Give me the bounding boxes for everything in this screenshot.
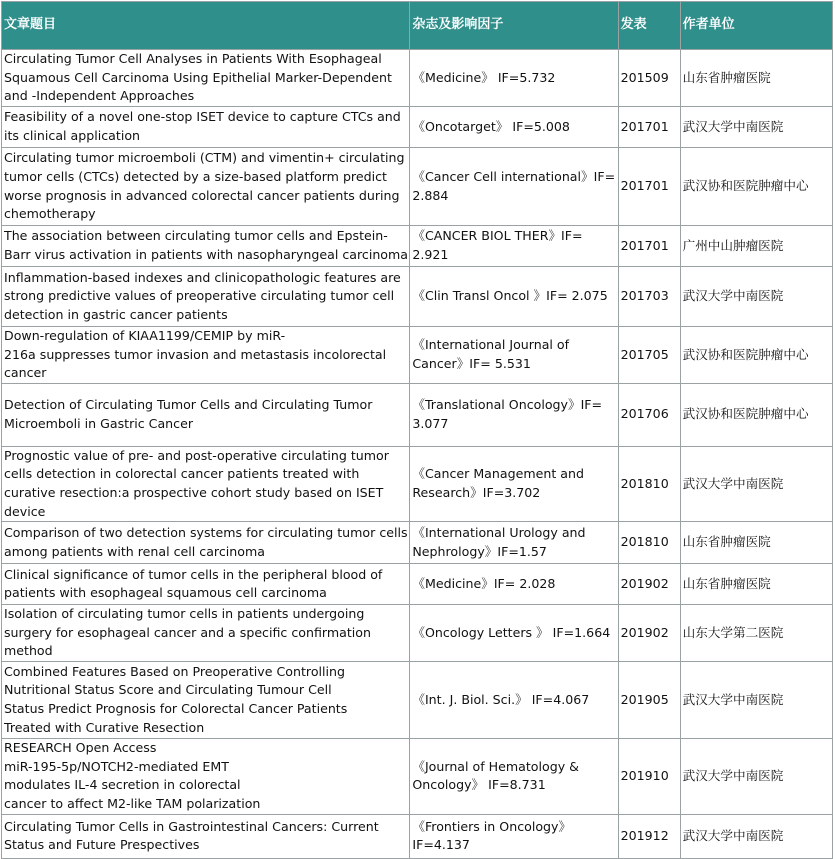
cell-journal: 《Clin Transl Oncol 》IF= 2.075	[410, 267, 618, 327]
cell-org: 武汉大学中南医院	[680, 267, 832, 327]
cell-date: 201705	[618, 327, 680, 384]
cell-org: 武汉协和医院肿瘤中心	[680, 327, 832, 384]
cell-journal: 《Oncotarget》 IF=5.008	[410, 107, 618, 148]
cell-org: 山东省肿瘤医院	[680, 564, 832, 605]
cell-org: 武汉协和医院肿瘤中心	[680, 148, 832, 226]
cell-org: 广州中山肿瘤医院	[680, 226, 832, 267]
table-row	[2, 148, 833, 226]
cell-journal: 《Translational Oncology》IF= 3.077	[410, 383, 618, 446]
table-row	[2, 327, 833, 384]
cell-title: Isolation of circulating tumor cells in patients undergoing surgery for esophageal cancer and a specific confirmation method	[2, 605, 410, 662]
cell-date: 201701	[618, 107, 680, 148]
table-row	[2, 267, 833, 327]
cell-title: Comparison of two detection systems for circulating tumor cells among patients with renal cell carcinoma	[2, 522, 410, 564]
cell-org: 武汉大学中南医院	[680, 446, 832, 521]
cell-org: 武汉大学中南医院	[680, 661, 832, 738]
cell-org: 武汉大学中南医院	[680, 814, 832, 858]
cell-journal: 《Journal of Hematology & Oncology》 IF=8.731	[410, 738, 618, 814]
cell-title: Combined Features Based on Preoperative Controlling Nutritional Status Score and Circulating Tumour Cell Status Predict Prognosis for Colorectal Cancer Patients Treated with Curative Resection	[2, 661, 410, 738]
cell-journal: 《CANCER BIOL THER》IF= 2.921	[410, 226, 618, 267]
table-row	[2, 446, 833, 521]
table-row	[2, 605, 833, 662]
table-row	[2, 226, 833, 267]
cell-org: 武汉大学中南医院	[680, 107, 832, 148]
cell-title: The association between circulating tumor cells and Epstein-Barr virus activation in patients with nasopharyngeal carcinoma	[2, 226, 410, 267]
cell-journal: 《Cancer Management and Research》IF=3.702	[410, 446, 618, 521]
cell-journal: 《Medicine》IF= 2.028	[410, 564, 618, 605]
cell-journal: 《International Urology and Nephrology》IF=1.57	[410, 522, 618, 564]
cell-title: Detection of Circulating Tumor Cells and Circulating Tumor Microemboli in Gastric Cancer	[2, 383, 410, 446]
cell-date: 201810	[618, 522, 680, 564]
header-row	[2, 2, 833, 50]
header-journal: 杂志及影响因子	[410, 2, 618, 50]
cell-date: 201701	[618, 148, 680, 226]
cell-date: 201509	[618, 50, 680, 107]
table-row	[2, 814, 833, 858]
cell-title: Circulating Tumor Cell Analyses in Patients With Esophageal Squamous Cell Carcinoma Using Epithelial Marker-Dependent and -Independent Approaches	[2, 50, 410, 107]
cell-date: 201905	[618, 661, 680, 738]
cell-title: Prognostic value of pre- and post-operative circulating tumor cells detection in colorectal cancer patients treated with curative resection:a prospective cohort study based on ISET device	[2, 446, 410, 521]
cell-journal: 《Int. J. Biol. Sci.》 IF=4.067	[410, 661, 618, 738]
cell-org: 武汉协和医院肿瘤中心	[680, 383, 832, 446]
publications-table	[1, 1, 833, 859]
cell-title: Down-regulation of KIAA1199/CEMIP by miR- 216a suppresses tumor invasion and metastasis incolorectal cancer	[2, 327, 410, 384]
cell-org: 山东省肿瘤医院	[680, 522, 832, 564]
cell-org: 山东省肿瘤医院	[680, 50, 832, 107]
cell-date: 201910	[618, 738, 680, 814]
cell-date: 201902	[618, 605, 680, 662]
cell-date: 201701	[618, 226, 680, 267]
table-row	[2, 50, 833, 107]
header-org: 作者单位	[680, 2, 832, 50]
cell-journal: 《Frontiers in Oncology》 IF=4.137	[410, 814, 618, 858]
table-row	[2, 564, 833, 605]
cell-title: Circulating tumor microemboli (CTM) and vimentin+ circulating tumor cells (CTCs) detected by a size-based platform predict worse prognosis in advanced colorectal cancer patients during chemotherapy	[2, 148, 410, 226]
cell-date: 201902	[618, 564, 680, 605]
cell-title: RESEARCH Open Access miR-195-5p/NOTCH2-mediated EMT modulates IL-4 secretion in colorectal cancer to affect M2-like TAM polarization	[2, 738, 410, 814]
header-title: 文章题目	[2, 2, 410, 50]
cell-org: 山东大学第二医院	[680, 605, 832, 662]
cell-title: Clinical significance of tumor cells in the peripheral blood of patients with esophageal squamous cell carcinoma	[2, 564, 410, 605]
cell-journal: 《Cancer Cell international》IF= 2.884	[410, 148, 618, 226]
cell-date: 201703	[618, 267, 680, 327]
cell-journal: 《Oncology Letters 》 IF=1.664	[410, 605, 618, 662]
cell-date: 201912	[618, 814, 680, 858]
table-row	[2, 661, 833, 738]
table-row	[2, 522, 833, 564]
cell-title: Feasibility of a novel one-stop ISET device to capture CTCs and its clinical application	[2, 107, 410, 148]
table-row	[2, 383, 833, 446]
cell-journal: 《International Journal of Cancer》IF= 5.531	[410, 327, 618, 384]
table-row	[2, 107, 833, 148]
cell-date: 201810	[618, 446, 680, 521]
cell-title: Circulating Tumor Cells in Gastrointestinal Cancers: Current Status and Future Prespectives	[2, 814, 410, 858]
table-row	[2, 738, 833, 814]
cell-journal: 《Medicine》 IF=5.732	[410, 50, 618, 107]
cell-org: 武汉大学中南医院	[680, 738, 832, 814]
header-date: 发表	[618, 2, 680, 50]
cell-date: 201706	[618, 383, 680, 446]
cell-title: Inflammation-based indexes and clinicopathologic features are strong predictive values of preoperative circulating tumor cell detection in gastric cancer patients	[2, 267, 410, 327]
